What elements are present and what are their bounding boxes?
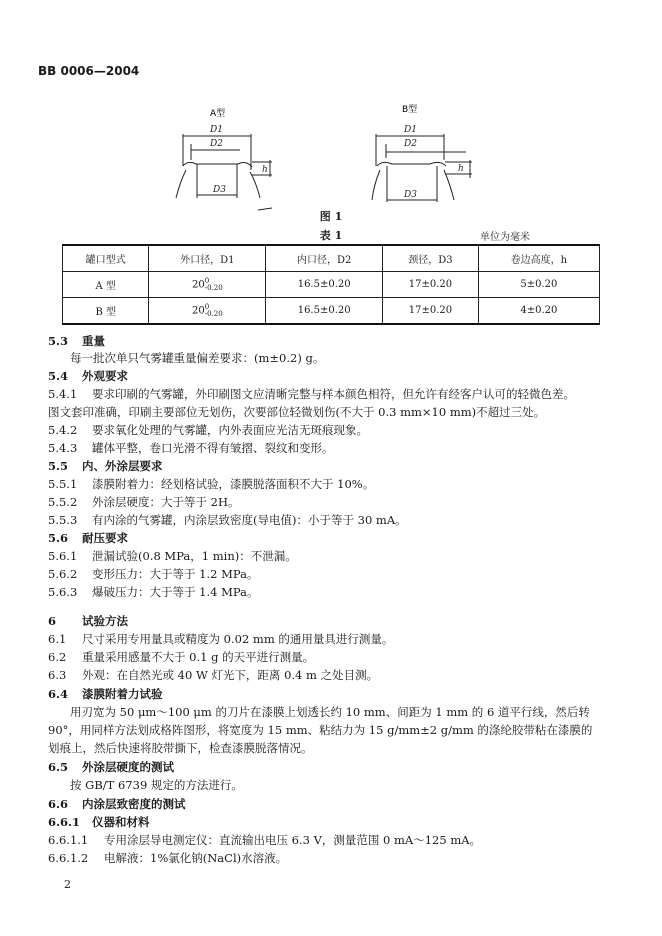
table-cell: 4±0.20: [478, 298, 599, 325]
body-line: [48, 422, 368, 438]
table-header-cell: 颈径，D3: [383, 245, 479, 272]
table-cell: 16.5±0.20: [266, 298, 383, 325]
clause-heading: 漆膜附着力试验: [82, 687, 163, 701]
clause-text: 要求印刷的气雾罐，外印刷图文应清晰完整与样本颜色相符，但允许有经客户认可的轻微色差。: [92, 387, 575, 401]
body-line: [48, 333, 105, 349]
clause-text: 划痕上，然后快速将胶带撕下，检查漆膜脱落情况。: [48, 741, 313, 755]
clause-number: 5.6.1: [48, 549, 78, 563]
clause-number: 6: [48, 614, 57, 628]
table-cell: 17±0.20: [383, 298, 479, 325]
document-id: BB 0006—2004: [38, 64, 140, 78]
clause-heading: 内涂层致密度的测试: [82, 797, 186, 811]
clause-number: 5.6.2: [48, 567, 78, 581]
clause-text: 外涂层硬度：大于等于 2H。: [92, 495, 240, 509]
figure-b-d1-label: D1: [404, 125, 417, 135]
body-line: [48, 667, 378, 683]
clause-text: 每一批次单只气雾罐重量偏差要求：(m±0.2) g。: [70, 351, 325, 365]
body-line: [48, 584, 258, 600]
clause-text: 尺寸采用专用量具或精度为 0.02 mm 的通用量具进行测量。: [82, 632, 394, 646]
clause-number: 6.6.1: [48, 815, 81, 829]
body-line: [70, 350, 324, 366]
clause-number: 5.4.3: [48, 441, 78, 455]
body-line: [48, 494, 240, 510]
clause-number: 5.4.1: [48, 387, 78, 401]
clause-text: 罐体平整，卷口光滑不得有皱摺、裂纹和变形。: [92, 441, 334, 455]
table-cell: 5±0.20: [478, 272, 599, 298]
table-header-cell: 内口径，D2: [266, 245, 383, 272]
table-caption: 表 1: [319, 229, 343, 242]
body-line: [48, 386, 575, 402]
page-number: 2: [64, 878, 71, 891]
figure-a-d3-label: D3: [213, 185, 226, 195]
figure-type-b-label: B型: [402, 105, 418, 115]
body-line: [48, 631, 393, 647]
clause-heading: 重量: [82, 334, 105, 348]
clause-heading: 试验方法: [82, 614, 128, 628]
body-line: [48, 368, 128, 384]
body-line: [48, 722, 592, 738]
body-line: [48, 476, 374, 492]
clause-heading: 耐压要求: [82, 531, 128, 545]
clause-number: 5.5: [48, 459, 69, 473]
figure-a-d1-label: D1: [210, 125, 223, 135]
figure-b-h-label: h: [458, 164, 464, 174]
body-line: [48, 686, 163, 702]
clause-number: 6.6.1.1: [48, 833, 89, 847]
clause-heading: 外涂层硬度的测试: [82, 760, 174, 774]
body-line: [48, 566, 258, 582]
body-line: [48, 814, 150, 830]
table-row: [63, 298, 600, 325]
clause-number: 5.5.1: [48, 477, 78, 491]
clause-number: 6.5: [48, 760, 69, 774]
clause-text: 用刃宽为 50 μm～100 μm 的刀片在漆膜上划透长约 10 mm、间距为 1 mm 的 6 道平行线，然后转: [70, 705, 590, 719]
body-line: [48, 458, 163, 474]
clause-number: 6.3: [48, 668, 67, 682]
clause-heading: 内、外涂层要求: [82, 459, 163, 473]
clause-number: 6.1: [48, 632, 67, 646]
clause-text: 漆膜附着力：经划格试验，漆膜脱落面积不大于 10%。: [92, 477, 375, 491]
table-cell: 16.5±0.20: [266, 272, 383, 298]
table-header-cell: 罐口型式: [63, 245, 149, 272]
clause-number: 6.6.1.2: [48, 851, 89, 865]
table-cell-with-tolerance: 20 0 -0.20: [149, 298, 266, 325]
table-header-cell: 卷边高度，h: [478, 245, 599, 272]
body-line: [48, 832, 481, 848]
body-line: [48, 613, 128, 629]
clause-number: 5.6.3: [48, 585, 78, 599]
clause-number: 6.4: [48, 687, 69, 701]
body-line: [48, 404, 545, 420]
table-row: [63, 272, 600, 298]
clause-number: 6.2: [48, 650, 67, 664]
clause-number: 5.3: [48, 334, 69, 348]
body-line: [48, 796, 186, 812]
clause-text: 重量采用感量不大于 0.1 g 的天平进行测量。: [82, 650, 315, 664]
table-cell: 17±0.20: [383, 272, 479, 298]
figure-b-d3-label: D3: [404, 190, 417, 200]
body-line: [70, 704, 590, 720]
table-cell: A 型: [63, 272, 149, 298]
clause-number: 5.6: [48, 531, 69, 545]
body-line: [48, 850, 287, 866]
clause-text: 图文套印准确，印刷主要部位无划伤，次要部位轻微划伤(不大于 0.3 mm×10 mm)不超过三处。: [48, 405, 546, 419]
clause-number: 5.5.2: [48, 495, 78, 509]
body-line: [48, 649, 314, 665]
clause-text: 电解液：1%氯化钠(NaCl)水溶液。: [104, 851, 288, 865]
body-line: [48, 530, 128, 546]
figure-a-h-label: h: [262, 165, 268, 175]
clause-text: 按 GB/T 6739 规定的方法进行。: [70, 778, 243, 792]
table-header-cell: 外口径，D1: [149, 245, 266, 272]
table-header-row: [63, 245, 600, 272]
table-unit-note: 单位为毫米: [480, 232, 530, 243]
body-line: [48, 548, 297, 564]
clause-text: 要求氧化处理的气雾罐，内外表面应光洁无斑痕现象。: [92, 423, 368, 437]
clause-text: 泄漏试验(0.8 MPa，1 min)：不泄漏。: [92, 549, 297, 563]
clause-number: 6.6: [48, 797, 69, 811]
body-line: [48, 440, 334, 456]
clause-text: 专用涂层导电测定仪：直流输出电压 6.3 V，测量范围 0 mA～125 mA。: [104, 833, 482, 847]
clause-number: 5.5.3: [48, 513, 78, 527]
clause-heading: 仪器和材料: [92, 815, 150, 829]
clause-text: 变形压力：大于等于 1.2 MPa。: [92, 567, 259, 581]
table-cell-with-tolerance: 20 0 -0.20: [149, 272, 266, 298]
dimension-table: [62, 244, 600, 325]
body-line: [48, 740, 313, 756]
figure-type-a-label: A型: [210, 109, 226, 119]
clause-text: 外观：在自然光或 40 W 灯光下，距离 0.4 m 之处目测。: [82, 668, 379, 682]
figure-1-drawing: [0, 0, 662, 225]
table-cell: B 型: [63, 298, 149, 325]
clause-number: 5.4.2: [48, 423, 78, 437]
figure-a-d2-label: D2: [210, 139, 223, 149]
clause-text: 爆破压力：大于等于 1.4 MPa。: [92, 585, 259, 599]
clause-heading: 外观要求: [82, 369, 128, 383]
clause-number: 5.4: [48, 369, 69, 383]
body-line: [70, 777, 243, 793]
clause-text: 90°，用同样方法划成格阵图形，将宽度为 15 mm、粘结力为 15 g/mm±2 g/mm 的涤纶胶带粘在漆膜的: [48, 723, 593, 737]
body-line: [48, 759, 174, 775]
figure-b-d2-label: D2: [404, 139, 417, 149]
body-line: [48, 512, 407, 528]
clause-text: 有内涂的气雾罐，内涂层致密度(导电值)：小于等于 30 mA。: [92, 513, 407, 527]
figure-caption: 图 1: [319, 210, 343, 223]
